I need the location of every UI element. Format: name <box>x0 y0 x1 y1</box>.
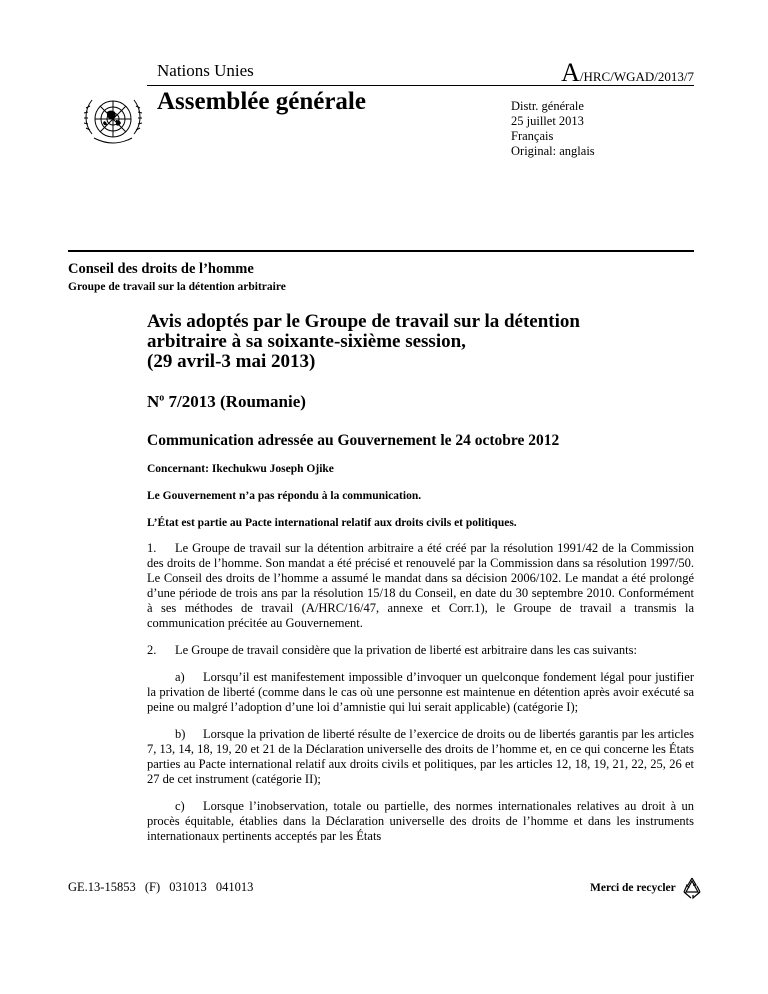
paragraph-number: 1. <box>147 541 157 555</box>
symbol-code: /HRC/WGAD/2013/7 <box>579 69 694 84</box>
job-code: GE.13-15853 <box>68 880 136 894</box>
masthead-top <box>147 56 694 87</box>
document-title <box>147 312 694 372</box>
masthead-rule <box>147 85 694 86</box>
distribution-date: 25 juillet 2013 <box>511 114 584 128</box>
document-symbol <box>561 58 694 88</box>
opinion-number <box>147 392 694 412</box>
job-date-1: 031013 <box>169 880 207 894</box>
subparagraph-b <box>147 727 694 787</box>
main-content <box>147 312 694 844</box>
paragraph-2 <box>147 643 694 658</box>
title-line-1: Avis adoptés par le Groupe de travail sur la détention <box>147 311 580 332</box>
recycle-icon <box>679 875 705 901</box>
distribution-line: Distr. générale <box>511 99 584 113</box>
number-superscript: o <box>159 392 165 404</box>
distribution-block <box>511 99 595 159</box>
job-language: (F) <box>144 880 161 894</box>
un-emblem-icon <box>80 90 146 150</box>
job-date-2: 041013 <box>215 880 254 894</box>
recycle-notice <box>590 875 705 901</box>
council-heading: Conseil des droits de l’homme <box>68 261 254 277</box>
working-group-heading: Groupe de travail sur la détention arbitraire <box>68 281 286 293</box>
subparagraph-label: b) <box>175 727 186 741</box>
paragraph-1 <box>147 541 694 631</box>
distribution-language: Français <box>511 129 554 143</box>
subparagraph-label: c) <box>175 799 185 813</box>
title-line-2: arbitraire à sa soixante-sixième session, <box>147 331 466 352</box>
communication-heading: Communication adressée au Gouvernement le 24 octobre 2012 <box>147 432 560 449</box>
state-party-line: L’État est partie au Pacte international relatif aux droits civils et politiques. <box>147 517 517 529</box>
paragraph-text: Le Groupe de travail considère que la privation de liberté est arbitraire dans les cas suivants: <box>175 643 637 657</box>
organization-name: Nations Unies <box>157 61 254 80</box>
subparagraph-text: Lorsque la privation de liberté résulte de l’exercice de droits ou de libertés garantis par les articles 7, 13, 14, 18, 19, 20 et 21 de la Déclaration universelle des droits de l’homme et, en ce qui concerne les États parties au Pacte international relatif aux droits civils et politiques, par les articles 12, 18, 19, 21, 22, 25, 26 et 27 de cet instrument (catégorie II); <box>147 727 694 786</box>
no-reply-line: Le Gouvernement n’a pas répondu à la communication. <box>147 490 422 502</box>
subparagraph-c <box>147 799 694 844</box>
number-text: 7/2013 (Roumanie) <box>164 392 306 411</box>
distribution-original: Original: anglais <box>511 144 595 158</box>
symbol-letter: A <box>561 58 580 87</box>
header-rule <box>68 250 694 252</box>
recycle-label: Merci de recycler <box>590 882 676 894</box>
title-line-3: (29 avril-3 mai 2013) <box>147 351 316 372</box>
paragraph-text: Le Groupe de travail sur la détention arbitraire a été créé par la résolution 1991/42 de la Commission des droits de l’homme. Son mandat a été précisé et renouvelé par la Commission dans sa résolution 1997/50. Le Conseil des droits de l’homme a assumé le mandat dans sa décision 2006/102. Le mandat a été prolongé d’une période de trois ans par la résolution 15/18 du Conseil, en date du 30 septembre 2010. Conformément à ses méthodes de travail (A/HRC/16/47, annexe et Corr.1), le Groupe de travail a transmis la communication précitée au Gouvernement. <box>147 541 694 630</box>
subparagraph-a <box>147 670 694 715</box>
paragraph-number: 2. <box>147 643 157 657</box>
concerning-line: Concernant: Ikechukwu Joseph Ojike <box>147 463 334 475</box>
footer-job-number <box>68 880 259 895</box>
assembly-title: Assemblée générale <box>157 88 366 115</box>
subparagraph-text: Lorsqu’il est manifestement impossible d’invoquer un quelconque fondement légal pour justifier la privation de liberté (comme dans le cas où une personne est maintenue en détention après avoir exécuté sa peine ou malgré l’adoption d’une loi d’amnistie qui lui serait applicable) (catégorie I); <box>147 670 694 714</box>
subparagraph-label: a) <box>175 670 185 684</box>
number-prefix: N <box>147 392 160 411</box>
subparagraph-text: Lorsque l’inobservation, totale ou partielle, des normes internationales relatives au droit à un procès équitable, établies dans la Déclaration universelle des droits de l’homme et dans les instruments internationaux pertinents acceptés par les États <box>147 799 694 843</box>
